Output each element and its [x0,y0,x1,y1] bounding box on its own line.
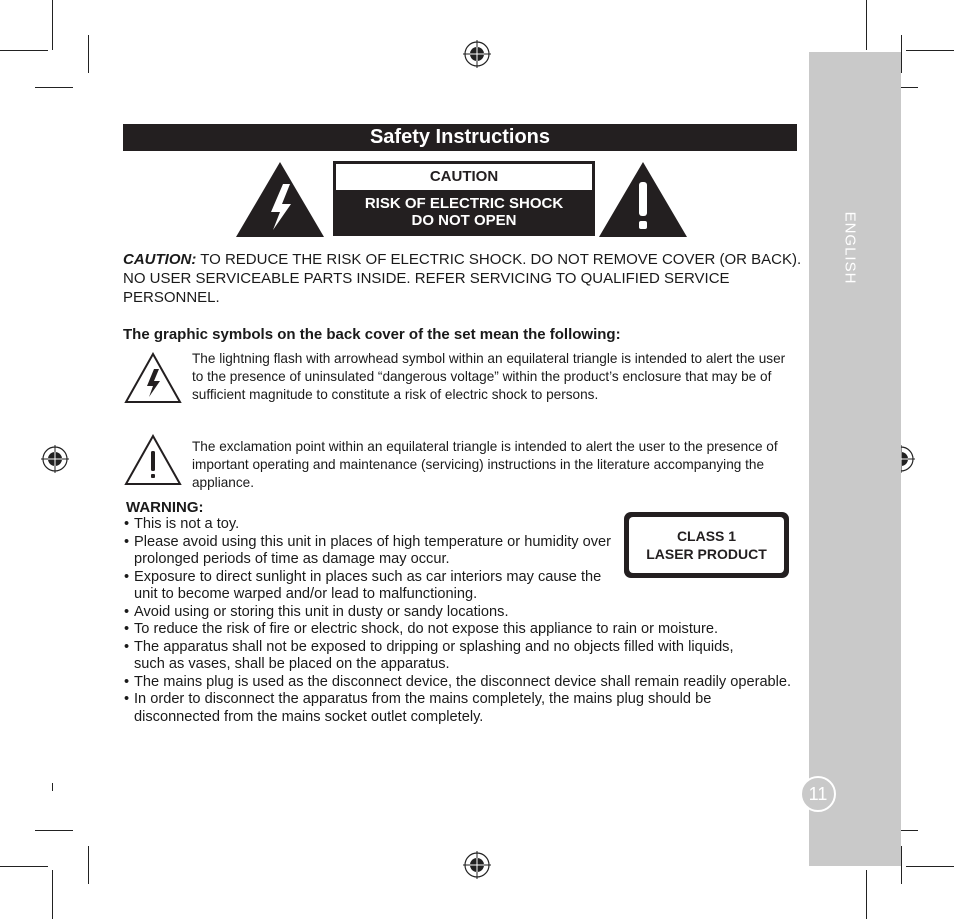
list-item: • The apparatus shall not be exposed to dripping or splashing and no objects filled with liquids, such as vases, shall be placed on the apparatus. [124,638,734,672]
list-item: • The mains plug is used as the disconnect device, the disconnect device shall remain readily operable. [124,673,792,690]
laser-product-text: LASER PRODUCT [646,546,767,562]
lightning-symbol-description: The lightning flash with arrowhead symbol within an equilateral triangle is intended to alert the user to the presence of uninsulated “dangerous voltage” within the product’s enclosure that may be of sufficient magnitude to constitute a risk of electric shock to persons. [192,351,786,402]
lightning-warning-icon [236,162,324,238]
laser-class: CLASS 1 [676,528,737,544]
symbols-heading: The graphic symbols on the back cover of the set mean the following: [123,326,621,343]
exclamation-triangle-icon [124,434,182,486]
laser-product-label [624,512,789,578]
warning-title: WARNING: [126,499,204,516]
registration-mark-icon [40,444,70,474]
caution-label-title: CAUTION [336,164,592,190]
caution-label-line1: RISK OF ELECTRIC SHOCK [364,195,564,212]
list-item: • In order to disconnect the apparatus from the mains completely, the mains plug should be disconnected from the mains socket outlet completely. [124,691,712,725]
caution-prefix: CAUTION: [123,251,197,268]
page-number: 11 [800,776,836,812]
caution-paragraph [123,250,803,307]
list-item: • This is not a toy. [124,516,240,532]
caution-label-box [333,161,595,236]
registration-mark-icon [462,39,492,69]
list-item: • Please avoid using this unit in places of high temperature or humidity over prolonged periods of time as damage may occur. [124,533,611,567]
caution-label-text [333,195,595,229]
language-label: ENGLISH [841,211,859,285]
caution-text: TO REDUCE THE RISK OF ELECTRIC SHOCK. DO NOT REMOVE COVER (OR BACK). NO USER SERVICEABLE PARTS INSIDE. REFER SERVICING TO QUALIFIED SERVICE PERSONNEL. [123,251,802,306]
language-sidebar [809,52,901,866]
page-title: Safety Instructions [123,124,797,151]
list-item: • Exposure to direct sunlight in places such as car interiors may cause the unit to become warped and/or lead to malfunctioning. [124,568,602,602]
exclamation-symbol-description: The exclamation point within an equilateral triangle is intended to alert the user to the presence of important operating and maintenance (servicing) instructions in the literature accompanying the appliance. [192,439,778,490]
lightning-triangle-icon [124,352,182,404]
caution-label-line2: DO NOT OPEN [411,212,517,229]
registration-mark-icon [462,850,492,880]
exclamation-warning-icon [599,162,687,238]
list-item: • To reduce the risk of fire or electric shock, do not expose this appliance to rain or moisture. [124,621,719,637]
list-item: • Avoid using or storing this unit in dusty or sandy locations. [124,603,509,620]
